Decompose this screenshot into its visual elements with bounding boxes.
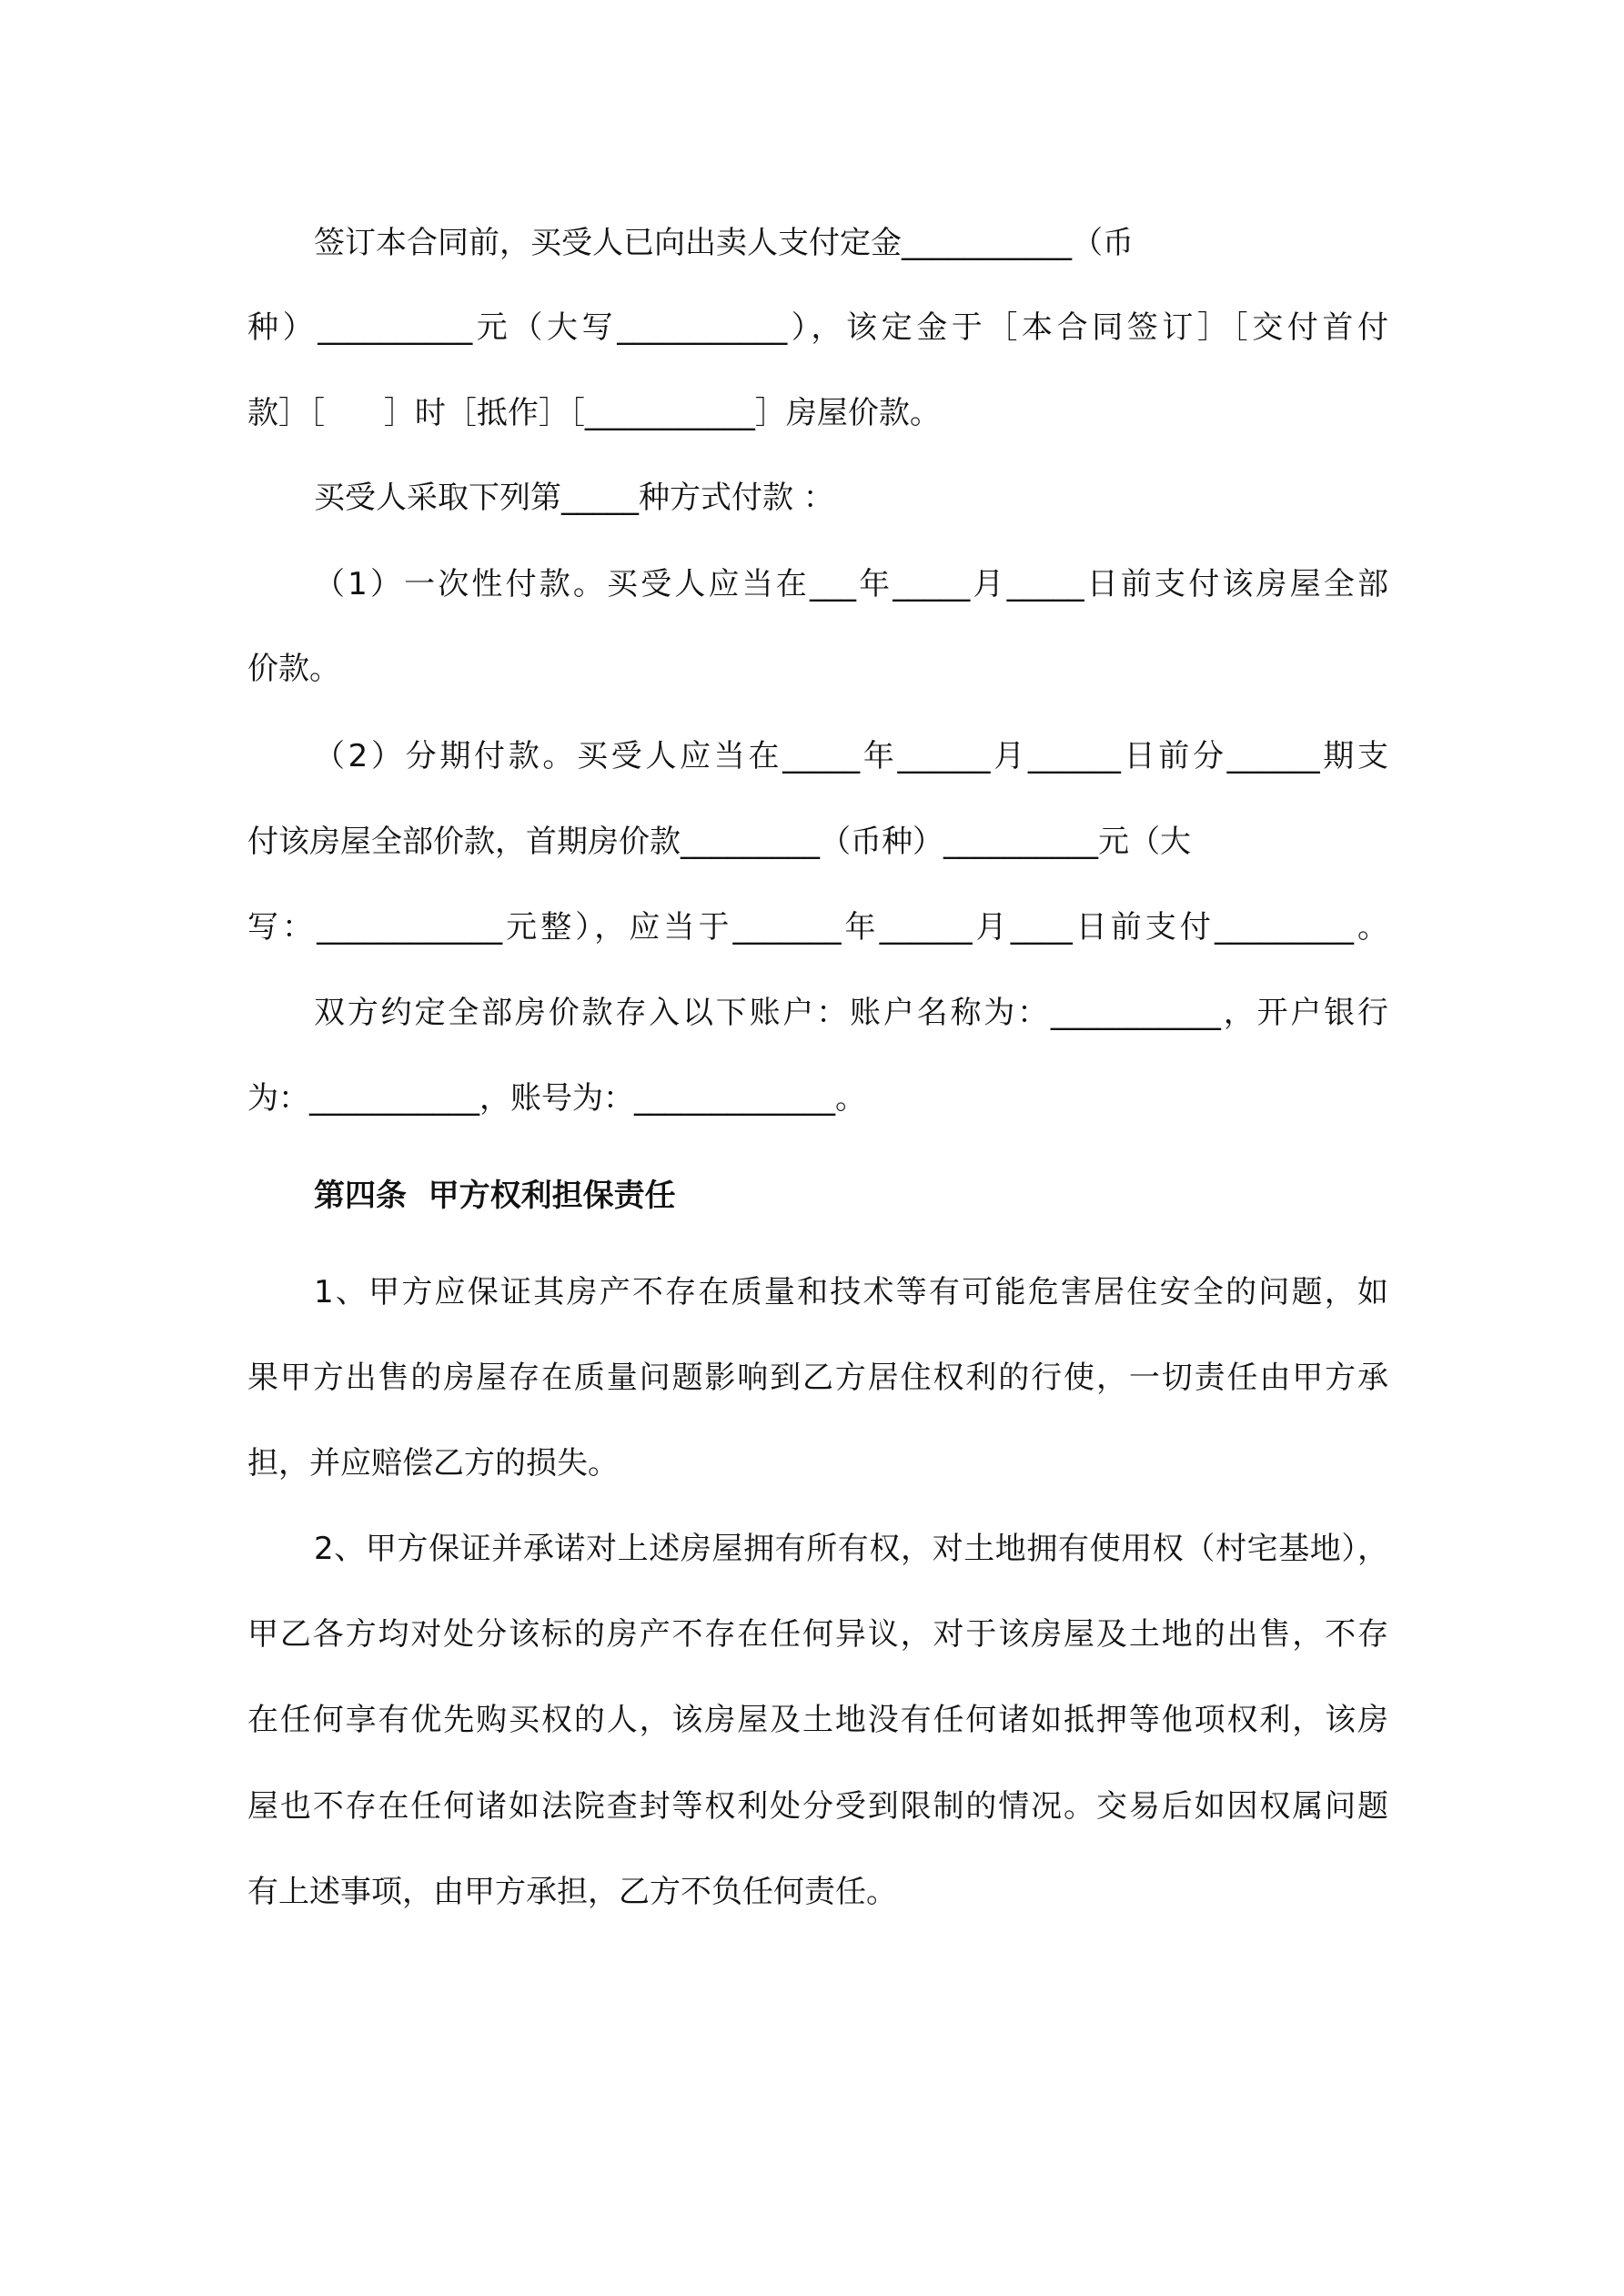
paragraph-line: 种）__________元（大写___________），该定金于［本合同签订］［交付首付: [247, 309, 1388, 346]
paragraph-line: 付该房屋全部价款，首期房价款_________（币种）__________元（大: [247, 824, 1191, 860]
paragraph-line: 1、甲方应保证其房产不存在质量和技术等有可能危害居住安全的问题，如: [314, 1274, 1388, 1310]
paragraph-line: 写：____________元整），应当于_______年______月____日前支付_________。: [247, 909, 1388, 946]
paragraph-line: 在任何享有优先购买权的人，该房屋及土地没有任何诸如抵押等他项权利，该房: [247, 1702, 1388, 1738]
paragraph-line: （1）一次性付款。买受人应当在___年_____月_____日前支付该房屋全部: [314, 566, 1388, 602]
paragraph-line: （2）分期付款。买受人应当在_____年______月______日前分______期支: [314, 738, 1388, 774]
paragraph-line: 甲乙各方均对处分该标的房产不存在任何异议，对于该房屋及土地的出售，不存: [247, 1616, 1388, 1653]
paragraph-line: 签订本合同前，买受人已向出卖人支付定金___________（币: [314, 225, 1134, 261]
section-heading: 第四条 甲方权利担保责任: [314, 1178, 676, 1214]
paragraph-line: 买受人采取下列第_____种方式付款 ：: [314, 480, 834, 516]
paragraph-line: 价款。: [247, 651, 340, 687]
paragraph-line: 屋也不存在任何诸如法院查封等权利处分受到限制的情况。交易后如因权属问题: [247, 1788, 1388, 1825]
paragraph-line: 款］［ ］时［抵作］［___________］房屋价款。: [247, 395, 941, 431]
paragraph-line: 果甲方出售的房屋存在质量问题影响到乙方居住权利的行使，一切责任由甲方承: [247, 1360, 1388, 1396]
paragraph-line: 2、甲方保证并承诺对上述房屋拥有所有权，对土地拥有使用权（村宅基地），: [314, 1531, 1388, 1567]
paragraph-line: 双方约定全部房价款存入以下账户：账户名称为：___________，开户银行: [314, 995, 1388, 1031]
paragraph-line: 担，并应赔偿乙方的损失。: [247, 1445, 619, 1482]
paragraph-line: 为：___________，账号为：_____________。: [247, 1080, 866, 1117]
paragraph-line: 有上述事项，由甲方承担，乙方不负任何责任。: [247, 1874, 897, 1910]
